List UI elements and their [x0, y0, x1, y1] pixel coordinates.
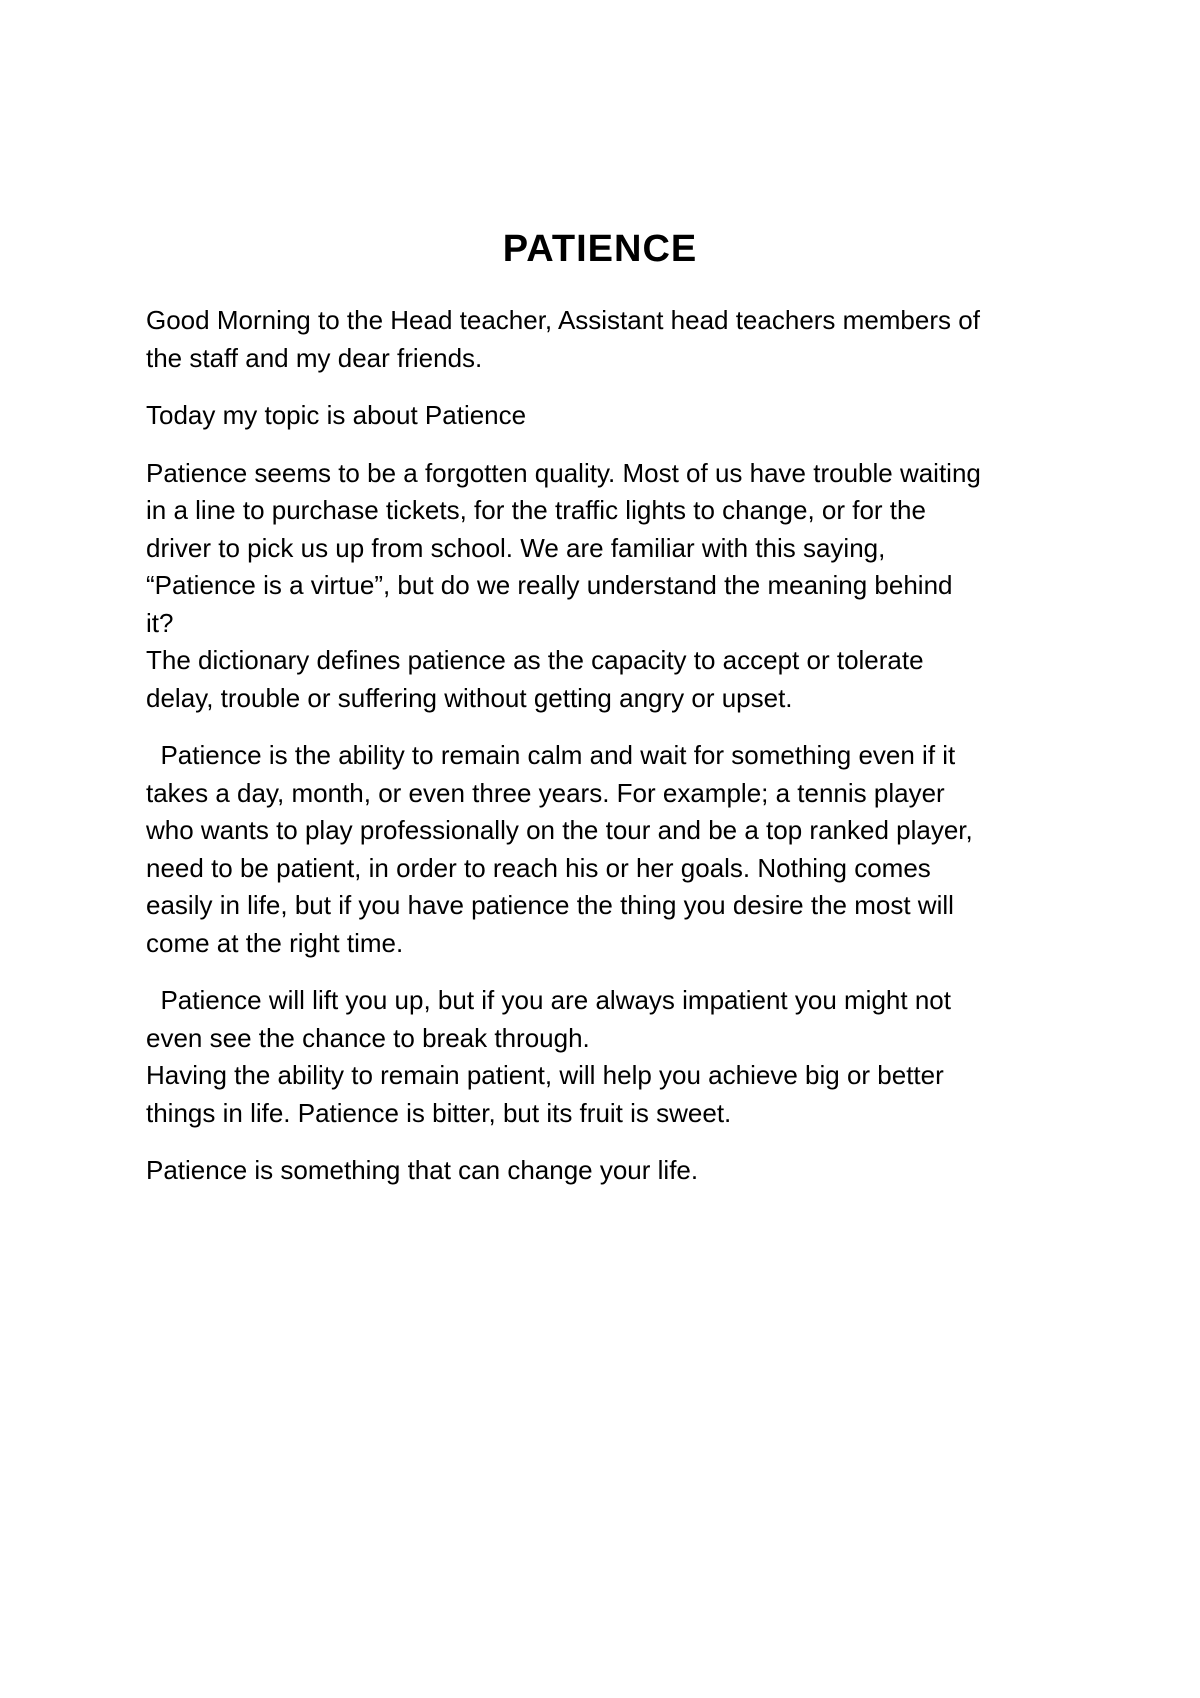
- text-line: in a line to purchase tickets, for the traffic lights to change, or for the: [146, 495, 926, 525]
- text-line: it?: [146, 607, 174, 638]
- paragraph-spacer: [146, 435, 1076, 455]
- text-line: Patience seems to be a forgotten quality. Most of us have trouble waiting: [146, 457, 981, 488]
- text-line: come at the right time.: [146, 927, 404, 958]
- paragraph-spacer: [146, 377, 1076, 397]
- text-line: easily in life, but if you have patience the thing you desire the most will: [146, 890, 954, 920]
- text-line: Patience is something that can change your life.: [146, 1155, 699, 1185]
- text-line: the staff and my dear friends.: [146, 342, 483, 373]
- text-line: “Patience is a virtue”, but do we really understand the meaning behind: [146, 570, 953, 600]
- text-line: Good Morning to the Head teacher, Assistant head teachers members of: [146, 305, 980, 335]
- paragraph-definition: [146, 455, 1076, 718]
- text-line: Patience is the ability to remain calm and wait for something even if it: [146, 740, 956, 770]
- paragraph-spacer: [146, 962, 1076, 982]
- document-title: PATIENCE: [502, 228, 698, 270]
- document-body: [146, 302, 1076, 1190]
- text-line: The dictionary defines patience as the capacity to accept or tolerate: [146, 645, 924, 675]
- text-line: Patience will lift you up, but if you are always impatient you might not: [146, 985, 951, 1015]
- text-line: Having the ability to remain patient, will help you achieve big or better: [146, 1060, 944, 1090]
- text-line: takes a day, month, or even three years. For example; a tennis player: [146, 777, 945, 808]
- paragraph-topic: [146, 397, 1076, 435]
- text-line: who wants to play professionally on the tour and be a top ranked player,: [146, 815, 973, 845]
- paragraph-benefits: [146, 982, 1076, 1132]
- paragraph-example: [146, 737, 1076, 962]
- text-line: driver to pick us up from school. We are familiar with this saying,: [146, 532, 886, 563]
- text-line: delay, trouble or suffering without getting angry or upset.: [146, 682, 793, 713]
- paragraph-greeting: [146, 302, 1076, 377]
- text-line: Today my topic is about Patience: [146, 400, 527, 430]
- text-line: need to be patient, in order to reach his or her goals. Nothing comes: [146, 852, 931, 883]
- paragraph-spacer: [146, 1132, 1076, 1152]
- text-line: even see the chance to break through.: [146, 1022, 590, 1053]
- text-line: things in life. Patience is bitter, but its fruit is sweet.: [146, 1097, 732, 1128]
- paragraph-spacer: [146, 717, 1076, 737]
- paragraph-conclusion: [146, 1152, 1076, 1190]
